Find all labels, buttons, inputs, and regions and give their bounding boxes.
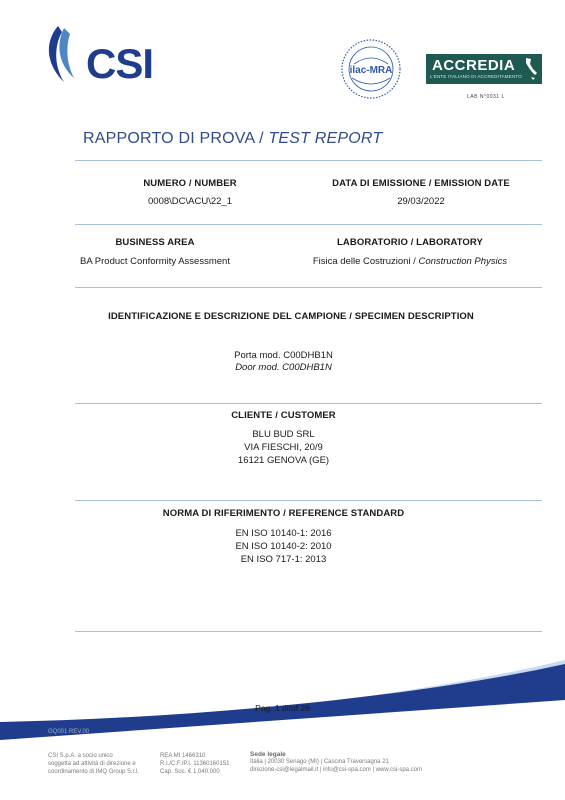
number-label: NUMERO / NUMBER bbox=[143, 178, 237, 189]
standard-item: EN ISO 717-1: 2013 bbox=[240, 554, 327, 565]
accredia-name: ACCREDIA bbox=[432, 57, 516, 74]
standard-item: EN ISO 10140-1: 2016 bbox=[235, 528, 332, 539]
report-title bbox=[83, 130, 382, 148]
emission-date-value: 29/03/2022 bbox=[397, 196, 445, 207]
footer-company-line: soggetta ad attività di direzione e bbox=[48, 761, 136, 767]
specimen-line-it: Porta mod. C00DHB1N bbox=[234, 350, 333, 361]
laboratory-value-it: Fisica delle Costruzioni / bbox=[312, 256, 419, 267]
footer-company bbox=[48, 752, 158, 776]
business-area-value: BA Product Conformity Assessment bbox=[80, 256, 230, 267]
divider bbox=[75, 224, 542, 225]
emission-date-label: DATA DI EMISSIONE / EMISSION DATE bbox=[332, 178, 510, 189]
page-number: Pag. 1 di/of 26 bbox=[255, 703, 310, 713]
headquarters-contacts: direzione-csi@legalmail.it | info@csi-spa.com | www.csi-spa.com bbox=[250, 767, 423, 773]
report-title-en: TEST REPORT bbox=[268, 130, 383, 147]
laboratory-value-en: Construction Physics bbox=[418, 256, 508, 267]
report-title-it: RAPPORTO DI PROVA / bbox=[83, 130, 269, 147]
divider bbox=[75, 500, 542, 501]
accredia-subtitle: L'ENTE ITALIANO DI ACCREDITAMENTO bbox=[430, 74, 522, 79]
footer-registration-line: R.I./C.F./P.I. 11360160151 bbox=[160, 761, 230, 767]
customer-city: 16121 GENOVA (GE) bbox=[237, 455, 330, 466]
footer-wave bbox=[0, 660, 565, 740]
ilac-mra-seal bbox=[340, 38, 402, 100]
specimen-line-en: Door mod. C00DHB1N bbox=[235, 362, 332, 373]
footer-headquarters bbox=[250, 751, 550, 774]
footer-company-line: coordinamento di IMQ Group S.r.l. bbox=[48, 769, 140, 775]
customer-street: VIA FIESCHI, 20/9 bbox=[244, 442, 323, 453]
footer-registration bbox=[160, 752, 250, 776]
divider bbox=[75, 160, 542, 161]
csi-logo-text: CSI bbox=[86, 40, 154, 87]
ilac-mra-text: ilac-MRA bbox=[349, 65, 393, 76]
number-value: 0008\DC\ACU\22_1 bbox=[148, 196, 232, 207]
business-area-label: BUSINESS AREA bbox=[115, 237, 195, 248]
standard-label: NORMA DI RIFERIMENTO / REFERENCE STANDARD bbox=[162, 508, 405, 519]
footer-registration-line: Cap. Soc. € 1.040.000 bbox=[160, 769, 220, 775]
specimen-label: IDENTIFICAZIONE E DESCRIZIONE DEL CAMPIONE / SPECIMEN DESCRIPTION bbox=[108, 311, 474, 322]
form-code: GQ001 REV.00 bbox=[48, 729, 90, 735]
divider bbox=[75, 287, 542, 288]
headquarters-address: Italia | 20030 Senago (MI) | Cascina Traversagna 21 bbox=[250, 759, 389, 765]
customer-name: BLU BUD SRL bbox=[252, 429, 315, 440]
customer-label: CLIENTE / CUSTOMER bbox=[231, 410, 336, 421]
laboratory-label: LABORATORIO / LABORATORY bbox=[337, 237, 483, 248]
italy-map-icon bbox=[522, 57, 538, 81]
standard-item: EN ISO 10140-2: 2010 bbox=[235, 541, 332, 552]
footer-company-line: CSI S.p.A. a socio unico bbox=[48, 753, 113, 759]
laboratory-value bbox=[280, 256, 540, 267]
footer-registration-line: REA MI 1466310 bbox=[160, 753, 206, 759]
divider bbox=[75, 403, 542, 404]
accreditation-code: LAB N°0031 L bbox=[467, 94, 505, 100]
headquarters-label: Sede legale bbox=[250, 751, 286, 758]
divider bbox=[75, 631, 542, 632]
